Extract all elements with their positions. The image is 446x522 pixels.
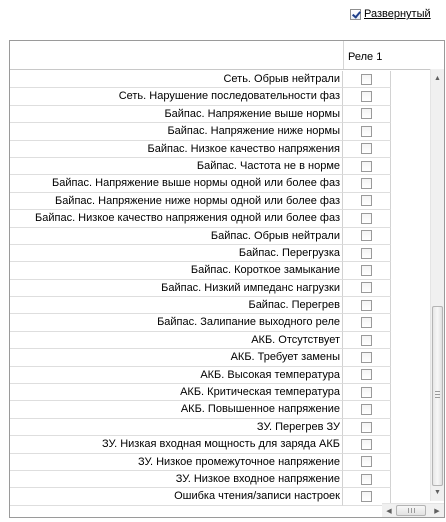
row-label: ЗУ. Низкое входное напряжение: [10, 471, 343, 488]
table-row: [10, 228, 444, 245]
grid-header: [10, 41, 444, 70]
row-label: Байпас. Напряжение выше нормы одной или более фаз: [10, 175, 343, 192]
row-relay-1-cell: [343, 297, 391, 314]
horizontal-scroll-thumb[interactable]: [396, 505, 426, 516]
triangle-up-icon[interactable]: ▲: [434, 74, 441, 82]
table-row: [10, 158, 444, 175]
table-row: [10, 332, 444, 349]
row-label: Байпас. Обрыв нейтрали: [10, 228, 343, 245]
relay-1-checkbox[interactable]: [361, 300, 372, 311]
row-relay-1-cell: [343, 454, 391, 471]
expanded-label[interactable]: Развернутый: [364, 8, 431, 20]
row-relay-1-cell: [343, 141, 391, 158]
table-row: [10, 123, 444, 140]
row-label: Байпас. Перегрев: [10, 297, 343, 314]
table-row: [10, 297, 444, 314]
row-relay-1-cell: [343, 367, 391, 384]
table-row: [10, 471, 444, 488]
row-label: Байпас. Напряжение ниже нормы одной или более фаз: [10, 193, 343, 210]
vertical-scroll-thumb[interactable]: [432, 306, 443, 486]
row-label: Сеть. Обрыв нейтрали: [10, 71, 343, 88]
relay-1-checkbox[interactable]: [361, 74, 372, 85]
triangle-left-icon[interactable]: ◀: [386, 508, 392, 515]
relay-1-checkbox[interactable]: [361, 387, 372, 398]
row-label: Байпас. Низкое качество напряжения: [10, 141, 343, 158]
row-relay-1-cell: [343, 71, 391, 88]
row-label: Байпас. Низкое качество напряжения одной или более фаз: [10, 210, 343, 227]
grip-icon: [435, 391, 440, 400]
row-relay-1-cell: [343, 193, 391, 210]
row-label: АКБ. Повышенное напряжение: [10, 401, 343, 418]
relay-1-checkbox[interactable]: [361, 282, 372, 293]
relay-1-checkbox[interactable]: [361, 213, 372, 224]
table-row: [10, 384, 444, 401]
relay-1-checkbox[interactable]: [361, 335, 372, 346]
row-relay-1-cell: [343, 314, 391, 331]
relay-1-checkbox[interactable]: [361, 91, 372, 102]
row-relay-1-cell: [343, 436, 391, 453]
expanded-toggle[interactable]: [350, 6, 431, 22]
row-label: АКБ. Отсутствует: [10, 332, 343, 349]
relay-1-checkbox[interactable]: [361, 352, 372, 363]
relay-1-checkbox[interactable]: [361, 230, 372, 241]
relay-1-checkbox[interactable]: [361, 491, 372, 502]
table-row: [10, 280, 444, 297]
relay-1-checkbox[interactable]: [361, 422, 372, 433]
row-relay-1-cell: [343, 262, 391, 279]
relay-1-checkbox[interactable]: [361, 195, 372, 206]
relay-1-checkbox[interactable]: [361, 178, 372, 189]
relay-1-checkbox[interactable]: [361, 317, 372, 328]
row-label: Байпас. Короткое замыкание: [10, 262, 343, 279]
vertical-scrollbar[interactable]: [430, 69, 444, 501]
row-label: АКБ. Высокая температура: [10, 367, 343, 384]
row-label: ЗУ. Низкая входная мощность для заряда АКБ: [10, 436, 343, 453]
row-label: Байпас. Залипание выходного реле: [10, 314, 343, 331]
relay-1-checkbox[interactable]: [361, 456, 372, 467]
table-row: [10, 88, 444, 105]
row-relay-1-cell: [343, 349, 391, 366]
table-row: [10, 419, 444, 436]
horizontal-scrollbar[interactable]: [382, 503, 444, 517]
row-label: ЗУ. Перегрев ЗУ: [10, 419, 343, 436]
grip-icon: [408, 508, 415, 513]
relay-1-checkbox[interactable]: [361, 161, 372, 172]
row-label: Ошибка чтения/записи настроек: [10, 488, 343, 505]
table-row: [10, 245, 444, 262]
relay-grid: [9, 40, 445, 518]
triangle-down-icon[interactable]: ▼: [434, 488, 441, 496]
table-row: [10, 141, 444, 158]
row-label: Байпас. Перегрузка: [10, 245, 343, 262]
relay-1-checkbox[interactable]: [361, 474, 372, 485]
row-relay-1-cell: [343, 280, 391, 297]
row-label: АКБ. Критическая температура: [10, 384, 343, 401]
table-row: [10, 210, 444, 227]
row-label: Сеть. Нарушение последовательности фаз: [10, 88, 343, 105]
table-row: [10, 454, 444, 471]
table-row: [10, 193, 444, 210]
row-label: Байпас. Частота не в норме: [10, 158, 343, 175]
relay-1-checkbox[interactable]: [361, 108, 372, 119]
row-relay-1-cell: [343, 401, 391, 418]
relay-1-checkbox[interactable]: [361, 439, 372, 450]
row-label: Байпас. Напряжение ниже нормы: [10, 123, 343, 140]
row-label: Байпас. Напряжение выше нормы: [10, 106, 343, 123]
grid-rows: [10, 71, 444, 506]
table-row: [10, 401, 444, 418]
triangle-right-icon[interactable]: ▶: [434, 508, 440, 515]
row-relay-1-cell: [343, 384, 391, 401]
table-row: [10, 314, 444, 331]
expanded-checkbox[interactable]: [350, 9, 361, 20]
row-label: Байпас. Низкий импеданс нагрузки: [10, 280, 343, 297]
table-row: [10, 106, 444, 123]
row-relay-1-cell: [343, 419, 391, 436]
row-label: ЗУ. Низкое промежуточное напряжение: [10, 454, 343, 471]
column-header-relay-1[interactable]: Реле 1: [343, 41, 443, 69]
relay-1-checkbox[interactable]: [361, 126, 372, 137]
row-label: АКБ. Требует замены: [10, 349, 343, 366]
row-relay-1-cell: [343, 158, 391, 175]
row-relay-1-cell: [343, 210, 391, 227]
relay-1-checkbox[interactable]: [361, 265, 372, 276]
table-row: [10, 367, 444, 384]
row-relay-1-cell: [343, 175, 391, 192]
table-row: [10, 349, 444, 366]
row-relay-1-cell: [343, 88, 391, 105]
row-relay-1-cell: [343, 106, 391, 123]
relay-1-checkbox[interactable]: [361, 369, 372, 380]
table-row: [10, 436, 444, 453]
row-relay-1-cell: [343, 471, 391, 488]
relay-1-checkbox[interactable]: [361, 404, 372, 415]
row-relay-1-cell: [343, 332, 391, 349]
row-relay-1-cell: [343, 123, 391, 140]
table-row: [10, 262, 444, 279]
table-row: [10, 488, 444, 505]
table-row: [10, 71, 444, 88]
row-relay-1-cell: [343, 245, 391, 262]
table-row: [10, 175, 444, 192]
relay-1-checkbox[interactable]: [361, 248, 372, 259]
relay-1-checkbox[interactable]: [361, 143, 372, 154]
row-relay-1-cell: [343, 228, 391, 245]
